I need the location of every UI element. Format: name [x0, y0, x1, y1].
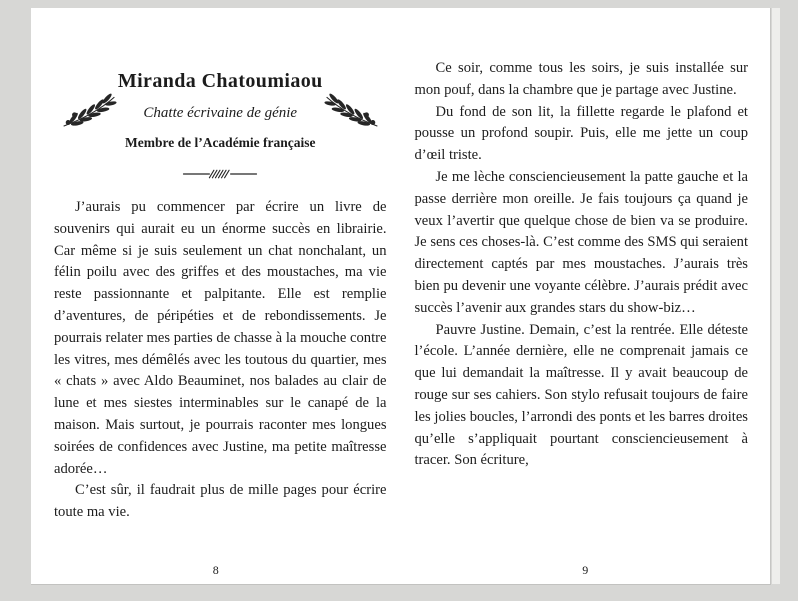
- right-page-content: [415, 58, 749, 472]
- page-spread: [31, 8, 771, 584]
- left-page: [31, 8, 401, 584]
- chapter-subtitle: Chatte écrivaine de génie: [143, 105, 298, 121]
- page-edge: [772, 8, 780, 584]
- right-page-body: [415, 58, 749, 472]
- chapter-title: Miranda Chatoumiaou: [117, 70, 323, 92]
- paragraph: Du fond de son lit, la fillette regarde le plafond et pousse un profond soupir. Puis, elle me jette un coup d’œil triste.: [414, 103, 748, 164]
- vine-divider-icon: [182, 166, 258, 182]
- laurel-branch-left-icon: [60, 84, 118, 132]
- paragraph: Pauvre Justine. Demain, c’est la rentrée. Elle déteste l’école. L’année dernière, elle ne comprenait jamais ce que lui demandait la maîtresse. Il y avait beaucoup de rouge sur ses cahiers. Son stylo refusait toujours de faire les jolies boucles, l’arrondi des ponts et les barres droites qu’elle s’appliquait pourtant consciencieusement à tracer. Son écriture,: [414, 321, 748, 469]
- chapter-affiliation: Membre de l’Académie française: [124, 135, 316, 150]
- chapter-header: [54, 8, 387, 151]
- paragraph: J’aurais pu commencer par écrire un livre de souvenirs qui aurait eu un énorme succès en librairie. Car même si je suis seulement un chat nonchalant, un félin poilu avec des griffes et des moustaches, ma vie reste passionnante et palpitante. Elle est remplie d’aventures, de péripéties et de rebondissements. Je pourrais relater mes parties de chasse à la mouche contre les vitres, mes démêlés avec les toutous du quartier, mes « chats » avec Aldo Beauminet, nos balades au clair de lune et mes siestes interminables sur le canapé de la maison. Mais surtout, je pourrais raconter mes longues soirées de confidences avec Justine, ma petite maîtresse adorée…: [54, 199, 387, 477]
- left-page-content: [54, 8, 387, 524]
- left-page-body: [54, 197, 387, 524]
- paragraph: Ce soir, comme tous les soirs, je suis installée sur mon pouf, dans la chambre que je partage avec Justine.: [414, 60, 748, 98]
- page-number-left: 8: [212, 563, 219, 577]
- laurel-branch-right-icon: [323, 84, 381, 132]
- right-page: [401, 8, 771, 584]
- page-number-right: 9: [582, 563, 589, 577]
- paragraph: Je me lèche consciencieusement la patte gauche et la passe derrière mon oreille. Je fais toujours ça quand je veux l’avertir que quelque chose de bien va se produire. Je sens ces choses-là. C’est comme des SMS qui seraient directement captés par mes moustaches. J’aurais très bien pu devenir une voyante célèbre. J’aurais prédit avec succès l’avenir aux grandes stars du show-biz…: [414, 168, 748, 316]
- paragraph: C’est sûr, il faudrait plus de mille pages pour écrire toute ma vie.: [54, 482, 387, 521]
